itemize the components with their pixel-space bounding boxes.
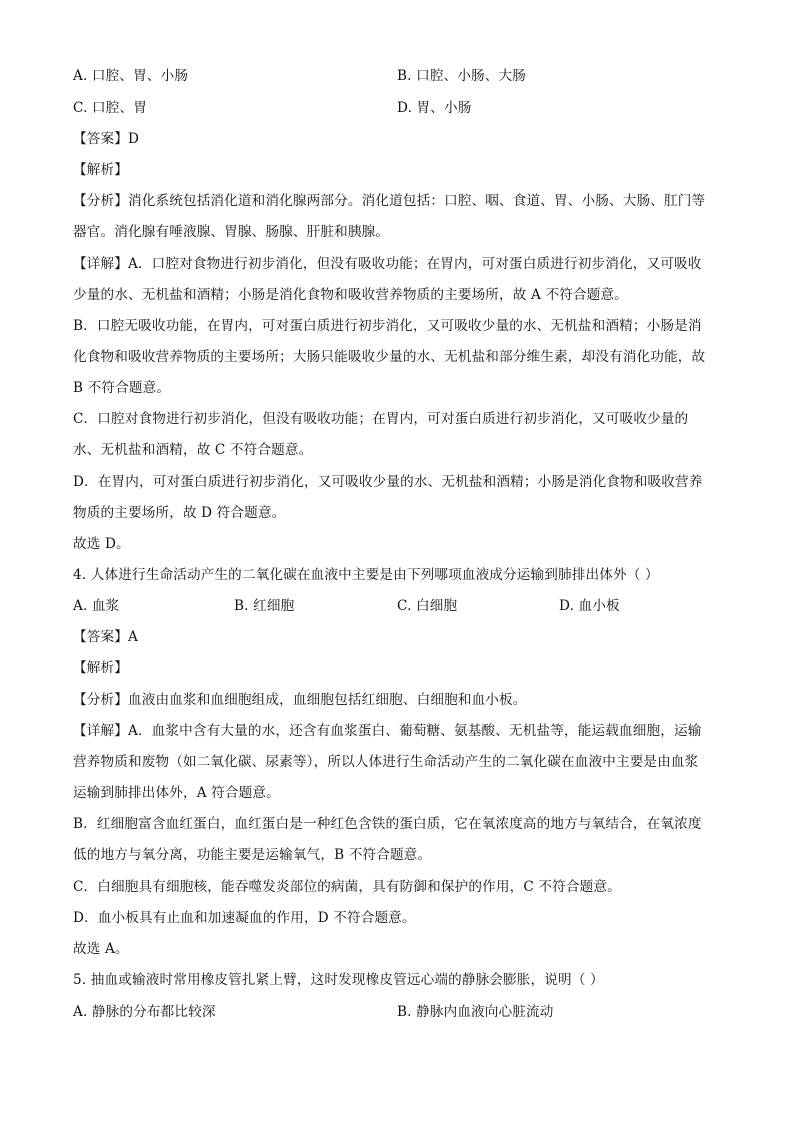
q4-xiangjie-line-4: B．红细胞富含血红蛋白，血红蛋白是一种红色含铁的蛋白质，它在氧浓度高的地方与氧结合，在氧浓度 (73, 816, 702, 832)
q4-xiangjie-line-1: 【详解】A．血浆中含有大量的水，还含有血浆蛋白、葡萄糖、氨基酸、无机盐等，能运载血细胞，运输 (73, 723, 702, 739)
q3-option-c: C. 口腔、胃 (73, 100, 147, 116)
q3-xiangjie-line-8: D．在胃内，可对蛋白质进行初步消化，又可吸收少量的水、无机盐和酒精；小肠是消化食物和吸收营养 (73, 474, 703, 490)
q3-xiangjie-line-1: 【详解】A．口腔对食物进行初步消化，但没有吸收功能；在胃内，可对蛋白质进行初步消化，又可吸收 (73, 256, 702, 272)
q4-xiangjie-line-7: D．血小板具有止血和加速凝血的作用，D 不符合题意。 (73, 910, 416, 926)
q3-fenxi-line-1: 【分析】消化系统包括消化道和消化腺两部分。消化道包括：口腔、咽、食道、胃、小肠、大肠、肛门等 (73, 193, 706, 209)
q3-xiangjie-line-2: 少量的水、无机盐和酒精；小肠是消化食物和吸收营养物质的主要场所，故 A 不符合题意。 (73, 287, 628, 303)
q3-xiangjie-line-5: B 不符合题意。 (73, 380, 171, 396)
q5-option-a: A. 静脉的分布都比较深 (73, 1004, 216, 1020)
q3-answer: 【答案】D (73, 131, 140, 147)
q4-analysis-label: 【解析】 (73, 660, 128, 676)
q4-option-c: C. 白细胞 (397, 598, 458, 614)
q3-xiangjie-line-7: 水、无机盐和酒精，故 C 不符合题意。 (73, 442, 313, 458)
q3-xiangjie-line-9: 物质的主要场所，故 D 符合题意。 (73, 505, 286, 521)
q4-option-d: D. 血小板 (559, 598, 620, 614)
q3-option-b: B. 口腔、小肠、大肠 (397, 68, 527, 84)
q3-conclusion: 故选 D。 (73, 536, 130, 552)
q5-option-b: B. 静脉内血液向心脏流动 (397, 1004, 554, 1020)
q4-fenxi: 【分析】血液由血浆和血细胞组成，血细胞包括红细胞、白细胞和血小板。 (73, 692, 527, 708)
q4-option-a: A. 血浆 (73, 598, 120, 614)
q3-xiangjie-line-3: B．口腔无吸收功能，在胃内，可对蛋白质进行初步消化，又可吸收少量的水、无机盐和酒精；小肠是消 (73, 318, 702, 334)
q3-option-d: D. 胃、小肠 (397, 100, 472, 116)
q4-answer: 【答案】A (73, 629, 138, 645)
q4-option-b: B. 红细胞 (234, 598, 295, 614)
q4-conclusion: 故选 A。 (73, 941, 129, 957)
q3-option-a: A. 口腔、胃、小肠 (73, 68, 189, 84)
q4-stem: 4. 人体进行生命活动产生的二氧化碳在血液中主要是由下列哪项血液成分运输到肺排出体外（ ） (73, 567, 659, 583)
q3-xiangjie-line-4: 化食物和吸收营养物质的主要场所；大肠只能吸收少量的水、无机盐和部分维生素，却没有消化功能，故 (73, 349, 706, 365)
q3-xiangjie-line-6: C．口腔对食物进行初步消化，但没有吸收功能；在胃内，可对蛋白质进行初步消化，又可吸收少量的 (73, 411, 689, 427)
q3-fenxi-line-2: 器官。消化腺有唾液腺、胃腺、肠腺、肝脏和胰腺。 (73, 224, 390, 240)
q3-analysis-label: 【解析】 (73, 162, 128, 178)
q4-xiangjie-line-5: 低的地方与氧分离，功能主要是运输氧气，B 不符合题意。 (73, 847, 432, 863)
q4-xiangjie-line-3: 运输到肺排出体外，A 符合题意。 (73, 785, 280, 801)
q4-xiangjie-line-2: 营养物质和废物（如二氧化碳、尿素等），所以人体进行生命活动产生的二氧化碳在血液中主要是由血浆 (73, 754, 699, 770)
q5-stem: 5. 抽血或输液时常用橡皮管扎紧上臂，这时发现橡皮管远心端的静脉会膨胀，说明（ ） (73, 972, 604, 988)
q4-xiangjie-line-6: C．白细胞具有细胞核，能吞噬发炎部位的病菌，具有防御和保护的作用，C 不符合题意。 (73, 879, 621, 895)
